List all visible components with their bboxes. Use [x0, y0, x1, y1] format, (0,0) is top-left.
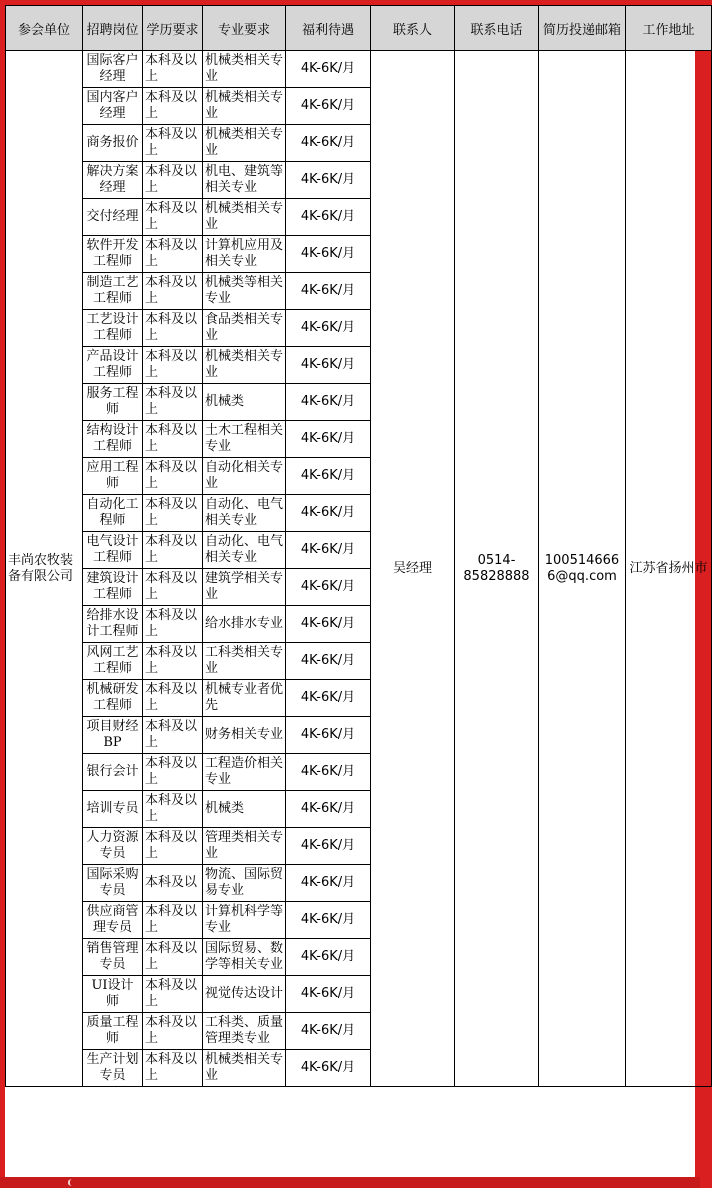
- major-cell: 自动化相关专业: [203, 458, 286, 495]
- table-row: [6, 51, 712, 88]
- header-position: 招聘岗位: [83, 6, 143, 51]
- header-address: 工作地址: [626, 6, 712, 51]
- salary-cell: 4K-6K/月: [286, 569, 371, 606]
- resume-email: 1005146666@qq.com: [539, 51, 626, 1087]
- major-cell: 自动化、电气相关专业: [203, 495, 286, 532]
- salary-cell: 4K-6K/月: [286, 939, 371, 976]
- salary-cell: 4K-6K/月: [286, 162, 371, 199]
- major-cell: 管理类相关专业: [203, 828, 286, 865]
- education-cell: 本科及以上: [143, 754, 203, 791]
- header-major: 专业要求: [203, 6, 286, 51]
- header-phone: 联系电话: [455, 6, 539, 51]
- salary-cell: 4K-6K/月: [286, 680, 371, 717]
- recruitment-table: [5, 5, 712, 1087]
- education-cell: 本科及以上: [143, 310, 203, 347]
- salary-cell: 4K-6K/月: [286, 1013, 371, 1050]
- position-cell: 建筑设计工程师: [83, 569, 143, 606]
- position-cell: 自动化工程师: [83, 495, 143, 532]
- position-cell: 供应商管理专员: [83, 902, 143, 939]
- major-cell: 机械类相关专业: [203, 1050, 286, 1087]
- position-cell: 电气设计工程师: [83, 532, 143, 569]
- education-cell: 本科及以上: [143, 199, 203, 236]
- education-cell: 本科及以上: [143, 606, 203, 643]
- position-cell: 国内客户经理: [83, 88, 143, 125]
- salary-cell: 4K-6K/月: [286, 495, 371, 532]
- major-cell: 食品类相关专业: [203, 310, 286, 347]
- decorative-mark-icon: [68, 1179, 78, 1186]
- header-email: 简历投递邮箱: [539, 6, 626, 51]
- major-cell: 机械类相关专业: [203, 125, 286, 162]
- header-company: 参会单位: [6, 6, 83, 51]
- position-cell: 制造工艺工程师: [83, 273, 143, 310]
- education-cell: 本科及以上: [143, 495, 203, 532]
- major-cell: 给水排水专业: [203, 606, 286, 643]
- position-cell: 商务报价: [83, 125, 143, 162]
- major-cell: 工科类相关专业: [203, 643, 286, 680]
- position-cell: 生产计划专员: [83, 1050, 143, 1087]
- education-cell: 本科及以上: [143, 88, 203, 125]
- position-cell: 销售管理专员: [83, 939, 143, 976]
- major-cell: 机械类相关专业: [203, 347, 286, 384]
- education-cell: 本科及以上: [143, 1050, 203, 1087]
- position-cell: 结构设计工程师: [83, 421, 143, 458]
- salary-cell: 4K-6K/月: [286, 421, 371, 458]
- major-cell: 建筑学相关专业: [203, 569, 286, 606]
- education-cell: 本科及以上: [143, 51, 203, 88]
- position-cell: 国际采购专员: [83, 865, 143, 902]
- major-cell: 机械类相关专业: [203, 51, 286, 88]
- education-cell: 本科及以上: [143, 976, 203, 1013]
- education-cell: 本科及以上: [143, 717, 203, 754]
- education-cell: 本科及以上: [143, 532, 203, 569]
- position-cell: 项目财经BP: [83, 717, 143, 754]
- education-cell: 本科及以上: [143, 939, 203, 976]
- major-cell: 机械类相关专业: [203, 199, 286, 236]
- major-cell: 工程造价相关专业: [203, 754, 286, 791]
- position-cell: UI设计师: [83, 976, 143, 1013]
- salary-cell: 4K-6K/月: [286, 347, 371, 384]
- major-cell: 计算机应用及相关专业: [203, 236, 286, 273]
- major-cell: 工科类、质量管理类专业: [203, 1013, 286, 1050]
- salary-cell: 4K-6K/月: [286, 88, 371, 125]
- salary-cell: 4K-6K/月: [286, 125, 371, 162]
- salary-cell: 4K-6K/月: [286, 791, 371, 828]
- education-cell: 本科及以上: [143, 125, 203, 162]
- salary-cell: 4K-6K/月: [286, 865, 371, 902]
- salary-cell: 4K-6K/月: [286, 384, 371, 421]
- position-cell: 软件开发工程师: [83, 236, 143, 273]
- major-cell: 机电、建筑等相关专业: [203, 162, 286, 199]
- position-cell: 人力资源专员: [83, 828, 143, 865]
- bottom-decoration: [0, 1177, 700, 1188]
- position-cell: 应用工程师: [83, 458, 143, 495]
- work-address: 江苏省扬州市: [626, 51, 712, 1087]
- education-cell: 本科及以上: [143, 347, 203, 384]
- education-cell: 本科及以上: [143, 458, 203, 495]
- education-cell: 本科及以上: [143, 421, 203, 458]
- salary-cell: 4K-6K/月: [286, 1050, 371, 1087]
- major-cell: 物流、国际贸易专业: [203, 865, 286, 902]
- position-cell: 质量工程师: [83, 1013, 143, 1050]
- position-cell: 银行会计: [83, 754, 143, 791]
- major-cell: 财务相关专业: [203, 717, 286, 754]
- education-cell: 本科及以上: [143, 273, 203, 310]
- education-cell: 本科及以上: [143, 1013, 203, 1050]
- header-education: 学历要求: [143, 6, 203, 51]
- position-cell: 产品设计工程师: [83, 347, 143, 384]
- position-cell: 风网工艺工程师: [83, 643, 143, 680]
- position-cell: 交付经理: [83, 199, 143, 236]
- education-cell: 本科及以上: [143, 384, 203, 421]
- major-cell: 自动化、电气相关专业: [203, 532, 286, 569]
- education-cell: 本科及以上: [143, 569, 203, 606]
- salary-cell: 4K-6K/月: [286, 902, 371, 939]
- position-cell: 服务工程师: [83, 384, 143, 421]
- salary-cell: 4K-6K/月: [286, 606, 371, 643]
- position-cell: 机械研发工程师: [83, 680, 143, 717]
- header-contact: 联系人: [371, 6, 455, 51]
- position-cell: 解决方案经理: [83, 162, 143, 199]
- major-cell: 计算机科学等专业: [203, 902, 286, 939]
- contact-person: 吴经理: [371, 51, 455, 1087]
- major-cell: 机械类相关专业: [203, 88, 286, 125]
- education-cell: 本科及以上: [143, 791, 203, 828]
- major-cell: 机械类: [203, 791, 286, 828]
- table-body: [6, 51, 712, 1087]
- salary-cell: 4K-6K/月: [286, 643, 371, 680]
- education-cell: 本科及以上: [143, 643, 203, 680]
- salary-cell: 4K-6K/月: [286, 828, 371, 865]
- company-name: 丰尚农牧装备有限公司: [6, 51, 83, 1087]
- salary-cell: 4K-6K/月: [286, 754, 371, 791]
- education-cell: 本科及以上: [143, 162, 203, 199]
- table-header-row: [6, 6, 712, 51]
- position-cell: 工艺设计工程师: [83, 310, 143, 347]
- education-cell: 本科及以上: [143, 680, 203, 717]
- position-cell: 国际客户经理: [83, 51, 143, 88]
- salary-cell: 4K-6K/月: [286, 273, 371, 310]
- education-cell: 本科及以上: [143, 828, 203, 865]
- salary-cell: 4K-6K/月: [286, 532, 371, 569]
- header-salary: 福利待遇: [286, 6, 371, 51]
- salary-cell: 4K-6K/月: [286, 458, 371, 495]
- salary-cell: 4K-6K/月: [286, 717, 371, 754]
- major-cell: 视觉传达设计: [203, 976, 286, 1013]
- major-cell: 机械专业者优先: [203, 680, 286, 717]
- major-cell: 机械类: [203, 384, 286, 421]
- salary-cell: 4K-6K/月: [286, 976, 371, 1013]
- position-cell: 培训专员: [83, 791, 143, 828]
- contact-phone: 0514-85828888: [455, 51, 539, 1087]
- recruitment-document: [5, 5, 708, 1177]
- education-cell: 本科及以上: [143, 902, 203, 939]
- salary-cell: 4K-6K/月: [286, 236, 371, 273]
- education-cell: 本科及以: [143, 865, 203, 902]
- salary-cell: 4K-6K/月: [286, 199, 371, 236]
- salary-cell: 4K-6K/月: [286, 310, 371, 347]
- major-cell: 机械类等相关专业: [203, 273, 286, 310]
- major-cell: 土木工程相关专业: [203, 421, 286, 458]
- salary-cell: 4K-6K/月: [286, 51, 371, 88]
- major-cell: 国际贸易、数学等相关专业: [203, 939, 286, 976]
- position-cell: 给排水设计工程师: [83, 606, 143, 643]
- education-cell: 本科及以上: [143, 236, 203, 273]
